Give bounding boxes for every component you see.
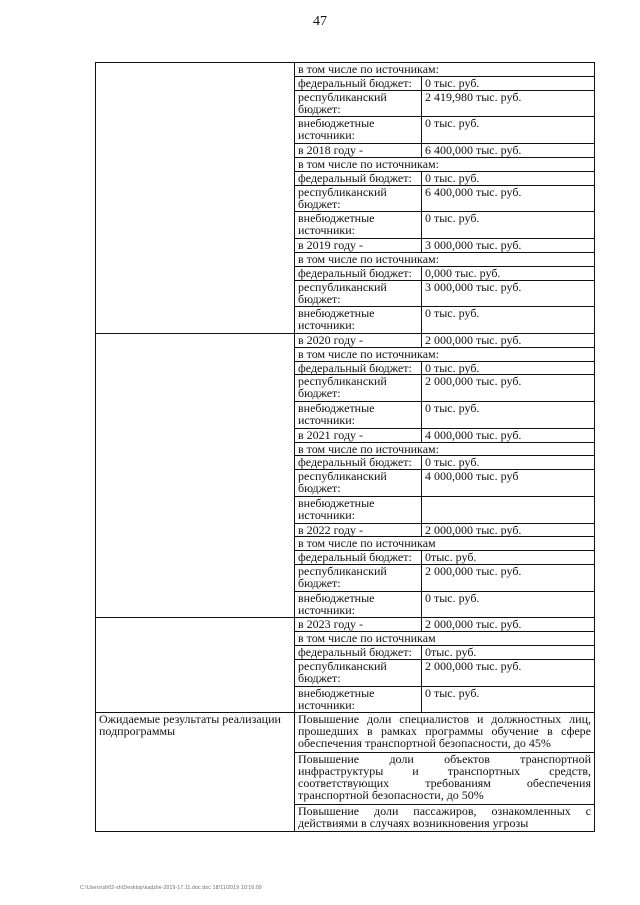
row-value: 0тыс. руб. (422, 646, 595, 660)
row-label: республиканский бюджет: (295, 185, 422, 212)
row-label: федеральный бюджет: (295, 171, 422, 185)
row-label: федеральный бюджет: (295, 361, 422, 375)
table-row (96, 63, 595, 77)
sources-label: в том числе по источникам: (295, 442, 595, 456)
year-value: 6 400,000 тыс. руб. (422, 144, 595, 158)
sources-label: в том числе по источникам: (295, 157, 595, 171)
row-label: внебюджетные источники: (295, 686, 422, 713)
file-path-footer: С:\Users\sh02-sh\Desktop\kadzlie-2019-17.11.doc.doc 18/11/2019 10:16:09 (80, 885, 262, 891)
row-value: 0 тыс. руб. (422, 76, 595, 90)
row-label: республиканский бюджет: (295, 375, 422, 402)
table-row (96, 713, 595, 752)
sources-label: в том числе по источникам: (295, 347, 595, 361)
result-item: Повышение доли специалистов и должностных лиц, прошедших в рамках программы обучение в сфере обеспечения транспортной безопасности, до 45% (295, 713, 595, 752)
year-label: в 2021 году - (295, 428, 422, 442)
row-label: внебюджетные источники: (295, 307, 422, 334)
subprogram-passport-table (95, 62, 595, 832)
year-value: 4 000,000 тыс. руб. (422, 428, 595, 442)
row-value: 0,000 тыс. руб. (422, 266, 595, 280)
table-row (96, 333, 595, 347)
row-value: 2 000,000 тыс. руб. (422, 565, 595, 592)
row-label: республиканский бюджет: (295, 280, 422, 307)
row-label: федеральный бюджет: (295, 646, 422, 660)
table-row (96, 618, 595, 632)
empty-left-cell (96, 618, 295, 713)
year-label: в 2018 году - (295, 144, 422, 158)
row-label: федеральный бюджет: (295, 76, 422, 90)
year-label: в 2022 году - (295, 523, 422, 537)
year-value: 2 000,000 тыс. руб. (422, 333, 595, 347)
row-value: 2 000,000 тыс. руб. (422, 375, 595, 402)
page-number: 47 (313, 14, 327, 29)
row-value: 2 419,980 тыс. руб. (422, 90, 595, 117)
row-value: 0тыс. руб. (422, 551, 595, 565)
row-label: внебюджетные источники: (295, 212, 422, 239)
year-label: в 2019 году - (295, 238, 422, 252)
row-label: федеральный бюджет: (295, 266, 422, 280)
row-value: 0 тыс. руб. (422, 212, 595, 239)
sources-label: в том числе по источникам (295, 632, 595, 646)
result-item: Повышение доли объектов транспортной инфраструктуры и транспортных средств, соответствующих требованиям обеспечения транспортной безопасности, до 50% (295, 752, 595, 804)
row-label: республиканский бюджет: (295, 470, 422, 497)
year-label: в 2020 году - (295, 333, 422, 347)
result-item: Повышение доли пассажиров, ознакомленных с действиями в случаях возникновения угрозы (295, 805, 595, 832)
row-label: внебюджетные источники: (295, 117, 422, 144)
row-label: республиканский бюджет: (295, 90, 422, 117)
results-heading: Ожидаемые результаты реализации подпрограммы (96, 713, 295, 832)
row-label: республиканский бюджет: (295, 565, 422, 592)
sources-label: в том числе по источникам: (295, 252, 595, 266)
row-value: 0 тыс. руб. (422, 456, 595, 470)
row-value: 0 тыс. руб. (422, 591, 595, 618)
row-value: 0 тыс. руб. (422, 686, 595, 713)
year-label: в 2023 году - (295, 618, 422, 632)
row-value: 2 000,000 тыс. руб. (422, 660, 595, 687)
row-value (422, 496, 595, 523)
row-value: 3 000,000 тыс. руб. (422, 280, 595, 307)
empty-left-cell (96, 63, 295, 334)
row-value: 6 400,000 тыс. руб. (422, 185, 595, 212)
row-value: 0 тыс. руб. (422, 307, 595, 334)
row-label: федеральный бюджет: (295, 456, 422, 470)
empty-left-cell (96, 333, 295, 618)
row-value: 0 тыс. руб. (422, 117, 595, 144)
row-label: внебюджетные источники: (295, 402, 422, 429)
row-label: внебюджетные источники: (295, 591, 422, 618)
row-label: республиканский бюджет: (295, 660, 422, 687)
row-value: 0 тыс. руб. (422, 171, 595, 185)
sources-label: в том числе по источникам: (295, 63, 595, 77)
sources-label: в том числе по источникам (295, 537, 595, 551)
row-value: 0 тыс. руб. (422, 361, 595, 375)
year-value: 2 000,000 тыс. руб. (422, 523, 595, 537)
row-value: 4 000,000 тыс. руб (422, 470, 595, 497)
row-label: внебюджетные источники: (295, 496, 422, 523)
year-value: 2 000,000 тыс. руб. (422, 618, 595, 632)
row-value: 0 тыс. руб. (422, 402, 595, 429)
row-label: федеральный бюджет: (295, 551, 422, 565)
year-value: 3 000,000 тыс. руб. (422, 238, 595, 252)
